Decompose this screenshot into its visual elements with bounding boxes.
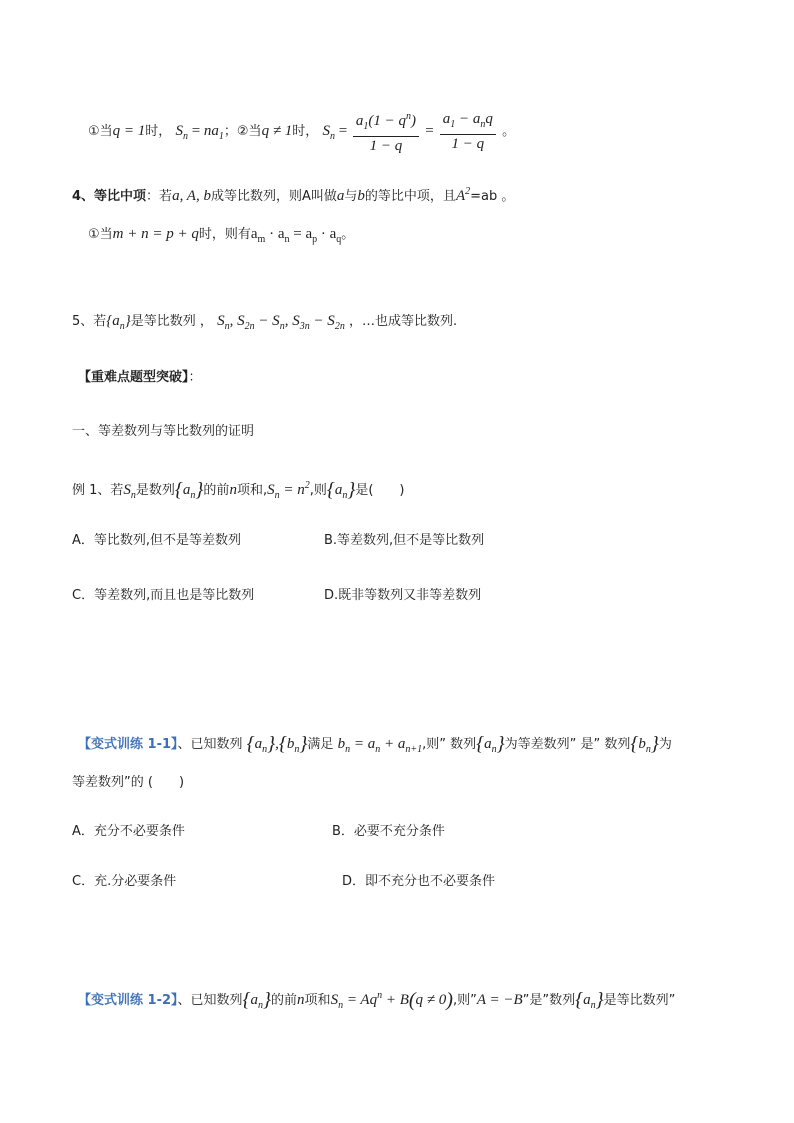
section4-sub1: ①当m + n = p + q时，则有$a_m \cdot a_n = a_p \cdot a_q$。 [88, 226, 355, 245]
case2-condition: q ≠ 1 [261, 123, 293, 139]
sn-symbol: $S_n$ [175, 123, 188, 142]
example1-option-c: C．等差数列,而且也是等比数列 [72, 588, 255, 603]
variant1-option-b: B．必要不充分条件 [332, 824, 445, 839]
variant1-tag: 【变式训练 1-1】 [78, 737, 178, 752]
section5-line: 5、若$\{a_n\}$是等比数列 ， $S_n$, $S_{2n} - S_n$, $S_{3n} - S_{2n}$ ，…也成等比数列. [72, 313, 458, 332]
part1-title: 一、等差数列与等比数列的证明 [72, 424, 255, 439]
variant1-option-d: D．即不充分也不必要条件 [342, 874, 496, 889]
section5-sums: $S_n$, $S_{2n} - S_n$, $S_{3n} - S_{2n}$ [217, 313, 345, 332]
example1-option-d: D.既非等数列又非等差数列 [324, 588, 482, 603]
variant1-question: 【变式训练 1-1】、已知数列 $\{a_n\},\{b_n\}$满足 $b_n = a_n + a_{n+1}$,则” 数列$\{a_n\}$为等差数列” 是” 数列$\{b_n\}$为 [78, 733, 672, 755]
example1-option-a: A．等比数列,但不是等差数列 [72, 533, 242, 548]
variant1-line2: 等差数列”的 ( ) [72, 775, 185, 790]
case1-condition: q = 1 [112, 123, 146, 139]
fraction-2: $\frac{a_1 - a_nq}{1 - q}$ [440, 110, 496, 153]
variant2-question: 【变式训练 1-2】、已知数列$\{a_n\}$的前n项和$S_n = Aq^n + B(q \ne 0)$,则”A = −B”是”数列$\{a_n\}$是等比数列” [78, 989, 676, 1011]
section4-label: 4、等比中项 [72, 189, 147, 204]
variant2-tag: 【变式训练 1-2】 [78, 993, 178, 1008]
example1-question: 例 1、若$S_n$是数列$\{a_n\}$的前n项和$,S_n = n^2$,则$\{a_n\}$是( ) [72, 479, 405, 501]
section4-line: 4、等比中项：若a, A, b成等比数列，则A叫做a与b的等比中项，且$A^2=ab$ 。 [72, 186, 515, 204]
example1-option-b: B.等差数列,但不是等比数列 [324, 533, 485, 548]
variant1-option-a: A．充分不必要条件 [72, 824, 185, 839]
sum-formula-line: ①当q = 1时， $S_n = na_1$；②当q ≠ 1时， $S_n$ = $\frac{a_1(1 - q^n)}{1 - q}$ = $\frac{a_1 - a_nq}{1 - q}$ 。 [88, 108, 515, 148]
variant1-option-c: C．充.分必要条件 [72, 874, 177, 889]
section-heading: 【重难点题型突破】： [78, 370, 202, 385]
fraction-1: $\frac{a_1(1 - q^n)}{1 - q}$ [353, 108, 419, 155]
case1-formula: $na_1$ [203, 123, 224, 142]
